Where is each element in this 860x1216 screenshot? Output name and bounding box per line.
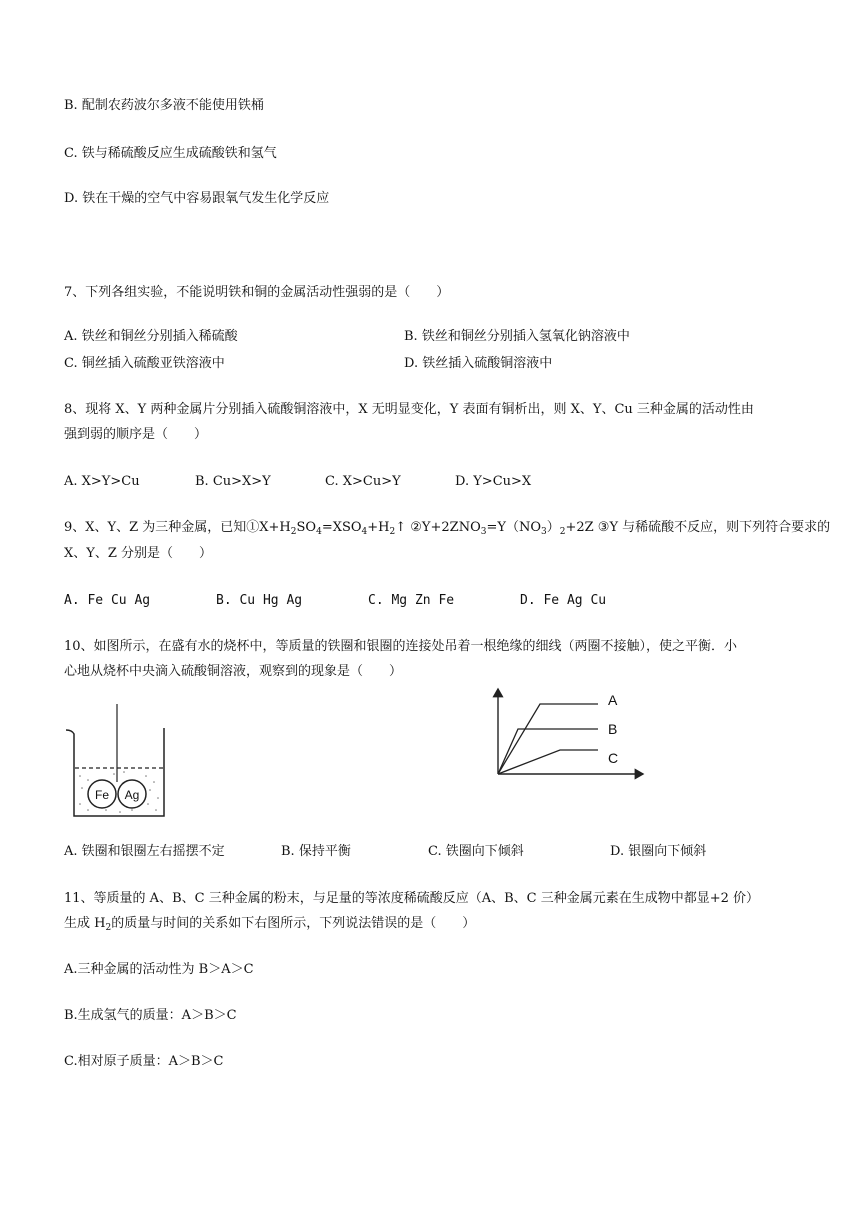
- silver-ring-label: Ag: [124, 788, 140, 802]
- q10-option-b: B. 保持平衡: [281, 844, 351, 859]
- iron-ring-label: Fe: [94, 788, 110, 802]
- q10-option-a: A. 铁圈和银圈左右摇摆不定: [64, 844, 225, 859]
- q9-stem-line2: X、Y、Z 分别是（ ）: [64, 546, 213, 561]
- curve-b: [498, 729, 598, 774]
- q9-option-c: C. Mg Zn Fe: [368, 593, 455, 608]
- hydrogen-time-graph: [488, 684, 648, 784]
- q8-option-d: D. Y>Cu>X: [455, 474, 532, 489]
- q8-option-a: A. X>Y>Cu: [64, 474, 140, 489]
- curve-c: [498, 750, 598, 774]
- q7-stem: 7、下列各组实验，不能说明铁和铜的金属活动性强弱的是（ ）: [64, 285, 450, 300]
- q10-stem-line1: 10、如图所示，在盛有水的烧杯中，等质量的铁圈和银圈的连接处吊着一根绝缘的细线（两圈不接触），使之平衡．小: [64, 639, 738, 654]
- q8-stem-line1: 8、现将 X、Y 两种金属片分别插入硫酸铜溶液中，X 无明显变化，Y 表面有铜析出，则 X、Y、Cu 三种金属的活动性由: [64, 402, 754, 417]
- q10-stem-line2: 心地从烧杯中央滴入硫酸铜溶液，观察到的现象是（ ）: [64, 664, 403, 679]
- curve-a-label: A: [608, 692, 618, 708]
- q6-option-b: B. 配制农药波尔多液不能使用铁桶: [64, 98, 264, 113]
- q10-option-d: D. 银圈向下倾斜: [610, 844, 707, 859]
- q9-option-d: D. Fe Ag Cu: [520, 593, 607, 608]
- q7-option-d: D. 铁丝插入硫酸铜溶液中: [404, 356, 553, 371]
- q11-stem-line1: 11、等质量的 A、B、C 三种金属的粉末，与足量的等浓度稀硫酸反应（A、B、C 三种金属元素在生成物中都显+2 价）: [64, 891, 760, 906]
- q11-option-b: B.生成氢气的质量：A＞B＞C: [64, 1008, 237, 1023]
- beaker-figure: [62, 704, 172, 822]
- q8-option-c: C. X>Cu>Y: [325, 474, 401, 489]
- q11-option-c: C.相对原子质量：A＞B＞C: [64, 1054, 224, 1069]
- q7-option-b: B. 铁丝和铜丝分别插入氢氧化钠溶液中: [404, 329, 630, 344]
- q8-stem-line2: 强到弱的顺序是（ ）: [64, 427, 208, 442]
- q11-option-a: A.三种金属的活动性为 B＞A＞C: [64, 962, 254, 977]
- q7-option-c: C. 铜丝插入硫酸亚铁溶液中: [64, 356, 225, 371]
- q6-option-c: C. 铁与稀硫酸反应生成硫酸铁和氢气: [64, 146, 277, 161]
- curve-c-label: C: [608, 750, 619, 766]
- q10-option-c: C. 铁圈向下倾斜: [428, 844, 524, 859]
- q8-option-b: B. Cu>X>Y: [195, 474, 271, 489]
- q11-stem-line2: 生成 $H_2$的质量与时间的关系如下右图所示，下列说法错误的是（ ）: [64, 916, 476, 933]
- q9-option-a: A. Fe Cu Ag: [64, 593, 151, 608]
- q6-option-d: D. 铁在干燥的空气中容易跟氧气发生化学反应: [64, 191, 330, 206]
- curve-b-label: B: [608, 721, 618, 737]
- q9-option-b: B. Cu Hg Ag: [216, 593, 303, 608]
- q7-option-a: A. 铁丝和铜丝分别插入稀硫酸: [64, 329, 238, 344]
- beaker-outline: [66, 728, 164, 816]
- q9-stem-line1: 9、X、Y、Z 为三种金属，已知$①X+H_2SO_4=XSO_4+H_2↑$ $②Y+2ZNO_3=Y(NO_3)_2+2Z$ ③Y 与稀硫酸不反应，则下列符合要求的: [64, 520, 831, 537]
